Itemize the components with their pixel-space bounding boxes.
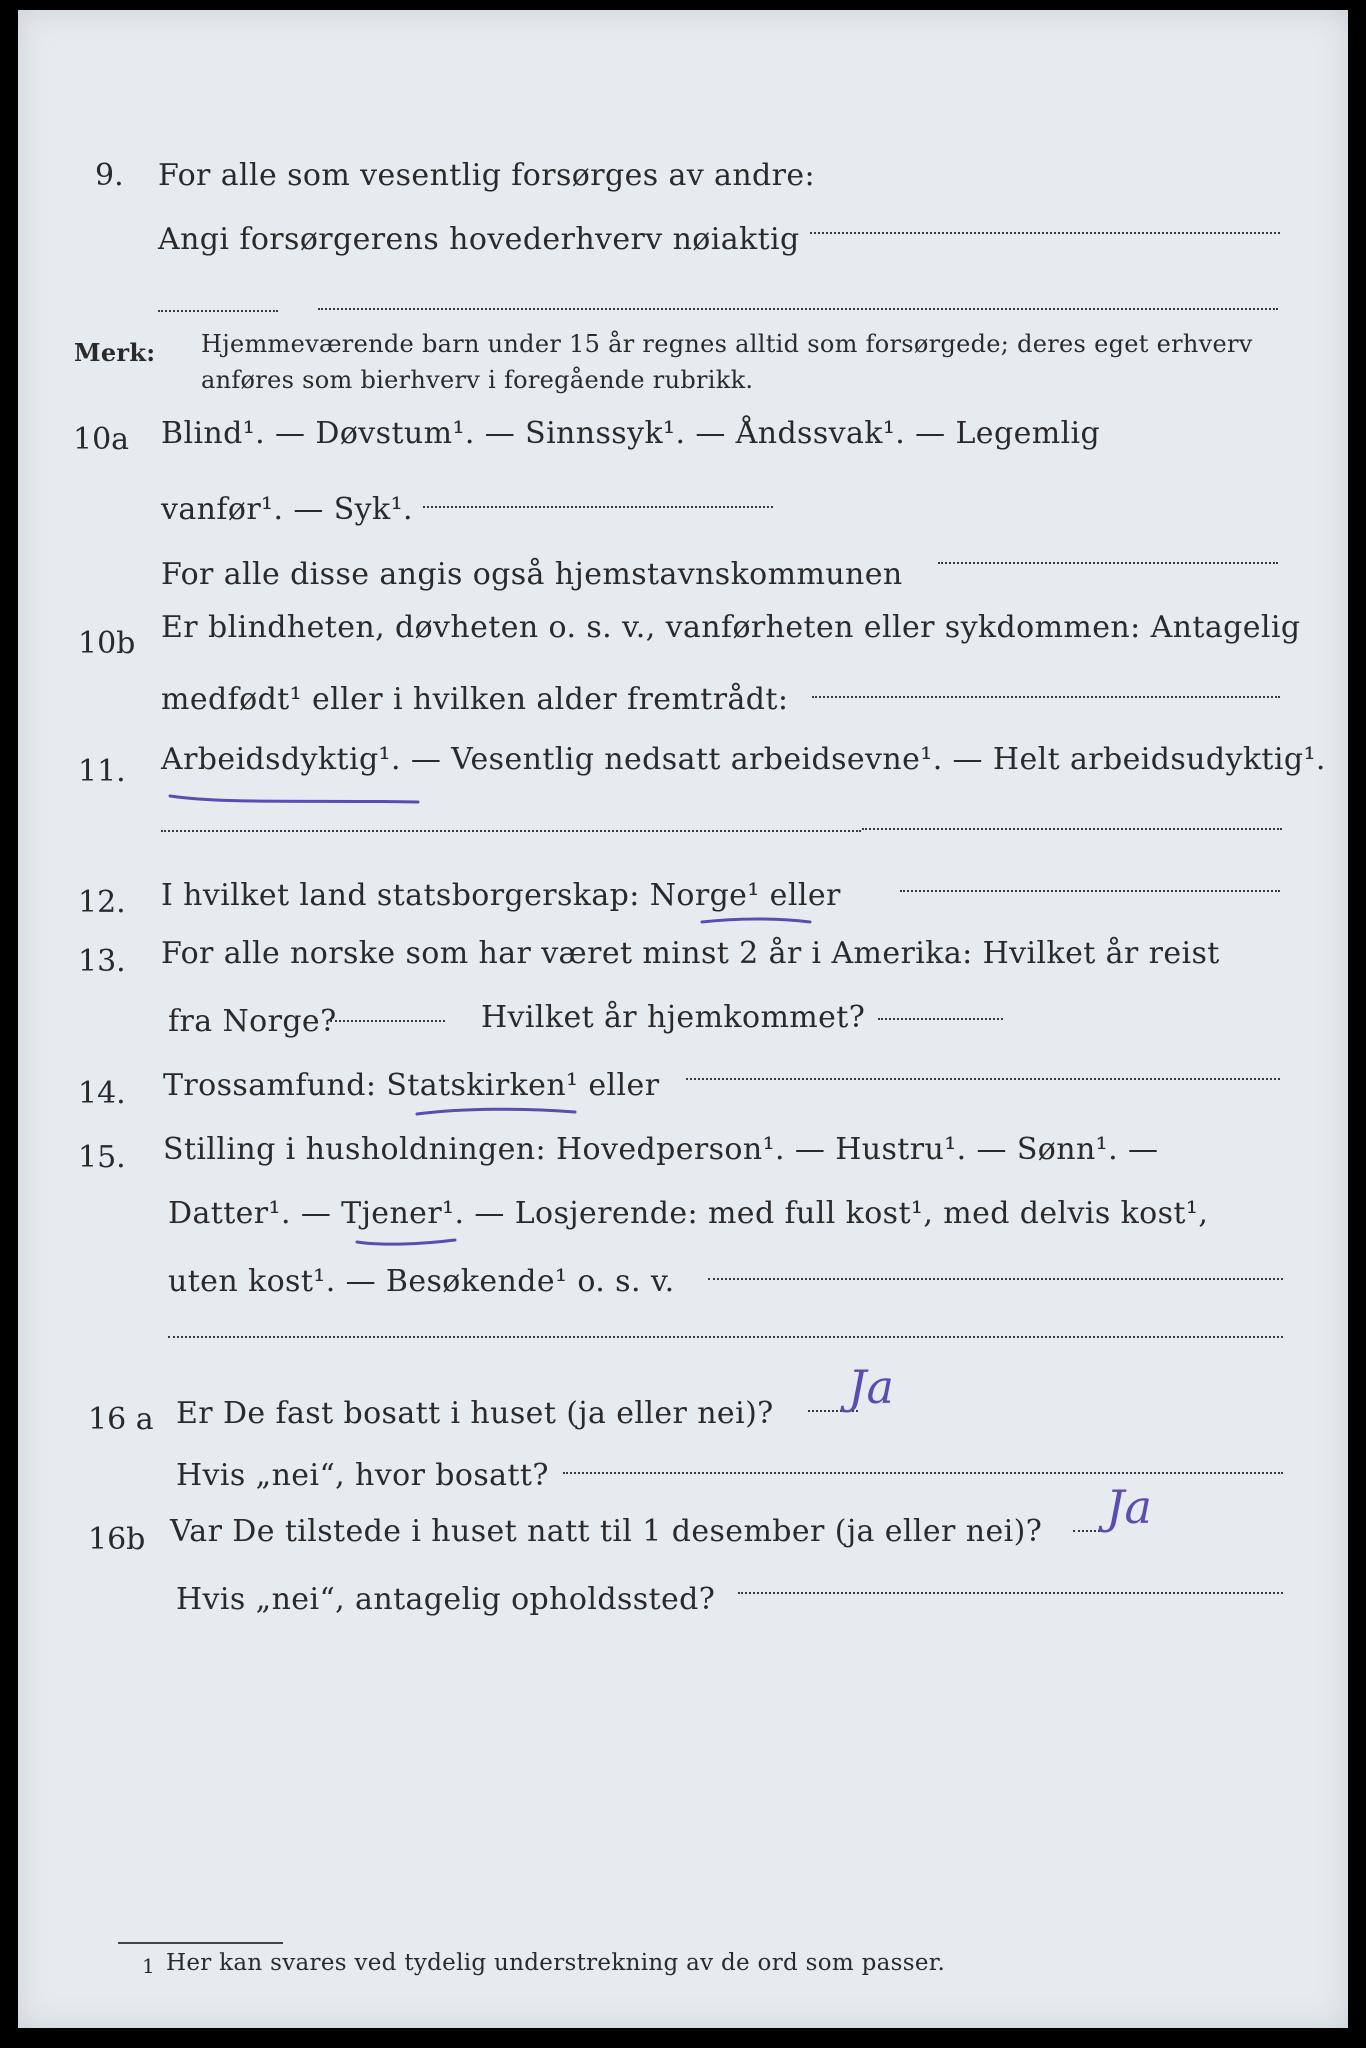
q16a-line1: Er De fast bosatt i huset (ja eller nei)?: [176, 1396, 774, 1431]
q10b-answer-line[interactable]: [812, 696, 1280, 698]
merk-label: Merk:: [74, 338, 156, 367]
q16b-handwritten-answer: Ja: [1106, 1480, 1152, 1534]
q11-pencil-underline: [166, 780, 426, 810]
q10a-line1: Blind¹. — Døvstum¹. — Sinnssyk¹. — Åndssvak¹. — Legemlig: [161, 416, 1101, 451]
q12-pencil-underline: [698, 912, 818, 932]
q16a-bosatt-line[interactable]: [563, 1472, 1283, 1474]
q9-answer-line[interactable]: [810, 232, 1280, 234]
q16b-answer-line[interactable]: [1073, 1530, 1108, 1532]
census-form-page: [18, 10, 1348, 2028]
q15-pencil-underline: [353, 1232, 463, 1252]
q16a-number: 16 a: [88, 1402, 154, 1437]
q13-line1: For alle norske som har været minst 2 år i Amerika: Hvilket år reist: [161, 936, 1220, 971]
q12-number: 12.: [78, 885, 126, 920]
q12-answer-line[interactable]: [900, 890, 1280, 892]
footnote-mark: 1: [142, 1954, 156, 1978]
q9-extra-line-b[interactable]: [318, 308, 1278, 310]
q16b-number: 16b: [88, 1522, 146, 1557]
q16b-line2: Hvis „nei“, antagelig opholdssted?: [176, 1582, 716, 1617]
q9-number: 9.: [95, 158, 124, 193]
q9-line2: Angi forsørgerens hovederhverv nøiaktig: [158, 222, 800, 257]
q15-extra-line[interactable]: [168, 1336, 1283, 1338]
footnote-rule: [118, 1942, 283, 1944]
q12-line1: I hvilket land statsborgerskap: Norge¹ eller: [161, 878, 841, 913]
q10b-line2: medfødt¹ eller i hvilken alder fremtrådt:: [161, 682, 789, 717]
q10a-kommune-line[interactable]: [938, 562, 1278, 564]
q15-line2: Datter¹. — Tjener¹. — Losjerende: med full kost¹, med delvis kost¹,: [168, 1196, 1209, 1231]
q14-line1: Trossamfund: Statskirken¹ eller: [163, 1068, 660, 1103]
q16b-line1: Var De tilstede i huset natt til 1 desember (ja eller nei)?: [170, 1514, 1043, 1549]
q9-extra-line-a[interactable]: [158, 310, 278, 312]
q15-answer-line[interactable]: [708, 1278, 1283, 1280]
q15-line3: uten kost¹. — Besøkende¹ o. s. v.: [168, 1264, 675, 1299]
merk-line1: Hjemmeværende barn under 15 år regnes alltid som forsørgede; deres eget erhverv: [201, 330, 1253, 358]
q11-number: 11.: [78, 754, 126, 789]
q13-hjemkommet-line[interactable]: [878, 1018, 1003, 1020]
q9-line1: For alle som vesentlig forsørges av andre:: [158, 158, 816, 193]
q10a-line3: For alle disse angis også hjemstavnskommunen: [161, 557, 903, 592]
q14-pencil-underline: [413, 1102, 583, 1122]
q13-line2a: fra Norge?: [168, 1004, 337, 1039]
q10b-line1: Er blindheten, døvheten o. s. v., vanførheten eller sykdommen: Antagelig: [161, 610, 1301, 645]
q10a-line2: vanfør¹. — Syk¹.: [161, 492, 413, 527]
q16a-line2: Hvis „nei“, hvor bosatt?: [176, 1458, 549, 1493]
q10a-syk-line[interactable]: [423, 506, 773, 508]
q14-answer-line[interactable]: [686, 1078, 1280, 1080]
q11-extra-line-a[interactable]: [161, 830, 861, 832]
q15-line1: Stilling i husholdningen: Hovedperson¹. — Hustru¹. — Sønn¹. —: [163, 1132, 1159, 1167]
q11-line1: Arbeidsdyktig¹. — Vesentlig nedsatt arbeidsevne¹. — Helt arbeidsudyktig¹.: [161, 742, 1326, 777]
merk-line2: anføres som bierhverv i foregående rubrikk.: [201, 366, 754, 394]
q10a-number: 10a: [73, 422, 130, 457]
q13-number: 13.: [78, 944, 126, 979]
q15-number: 15.: [78, 1140, 126, 1175]
footnote-text: Her kan svares ved tydelig understrekning av de ord som passer.: [166, 1950, 946, 1976]
q13-reist-line[interactable]: [330, 1020, 445, 1022]
q11-extra-line-b[interactable]: [862, 828, 1282, 830]
q16b-opholdssted-line[interactable]: [738, 1592, 1283, 1594]
q10b-number: 10b: [78, 626, 136, 661]
q16a-handwritten-answer: Ja: [848, 1360, 894, 1414]
q14-number: 14.: [78, 1076, 126, 1111]
q13-line2b: Hvilket år hjemkommet?: [481, 1000, 866, 1035]
